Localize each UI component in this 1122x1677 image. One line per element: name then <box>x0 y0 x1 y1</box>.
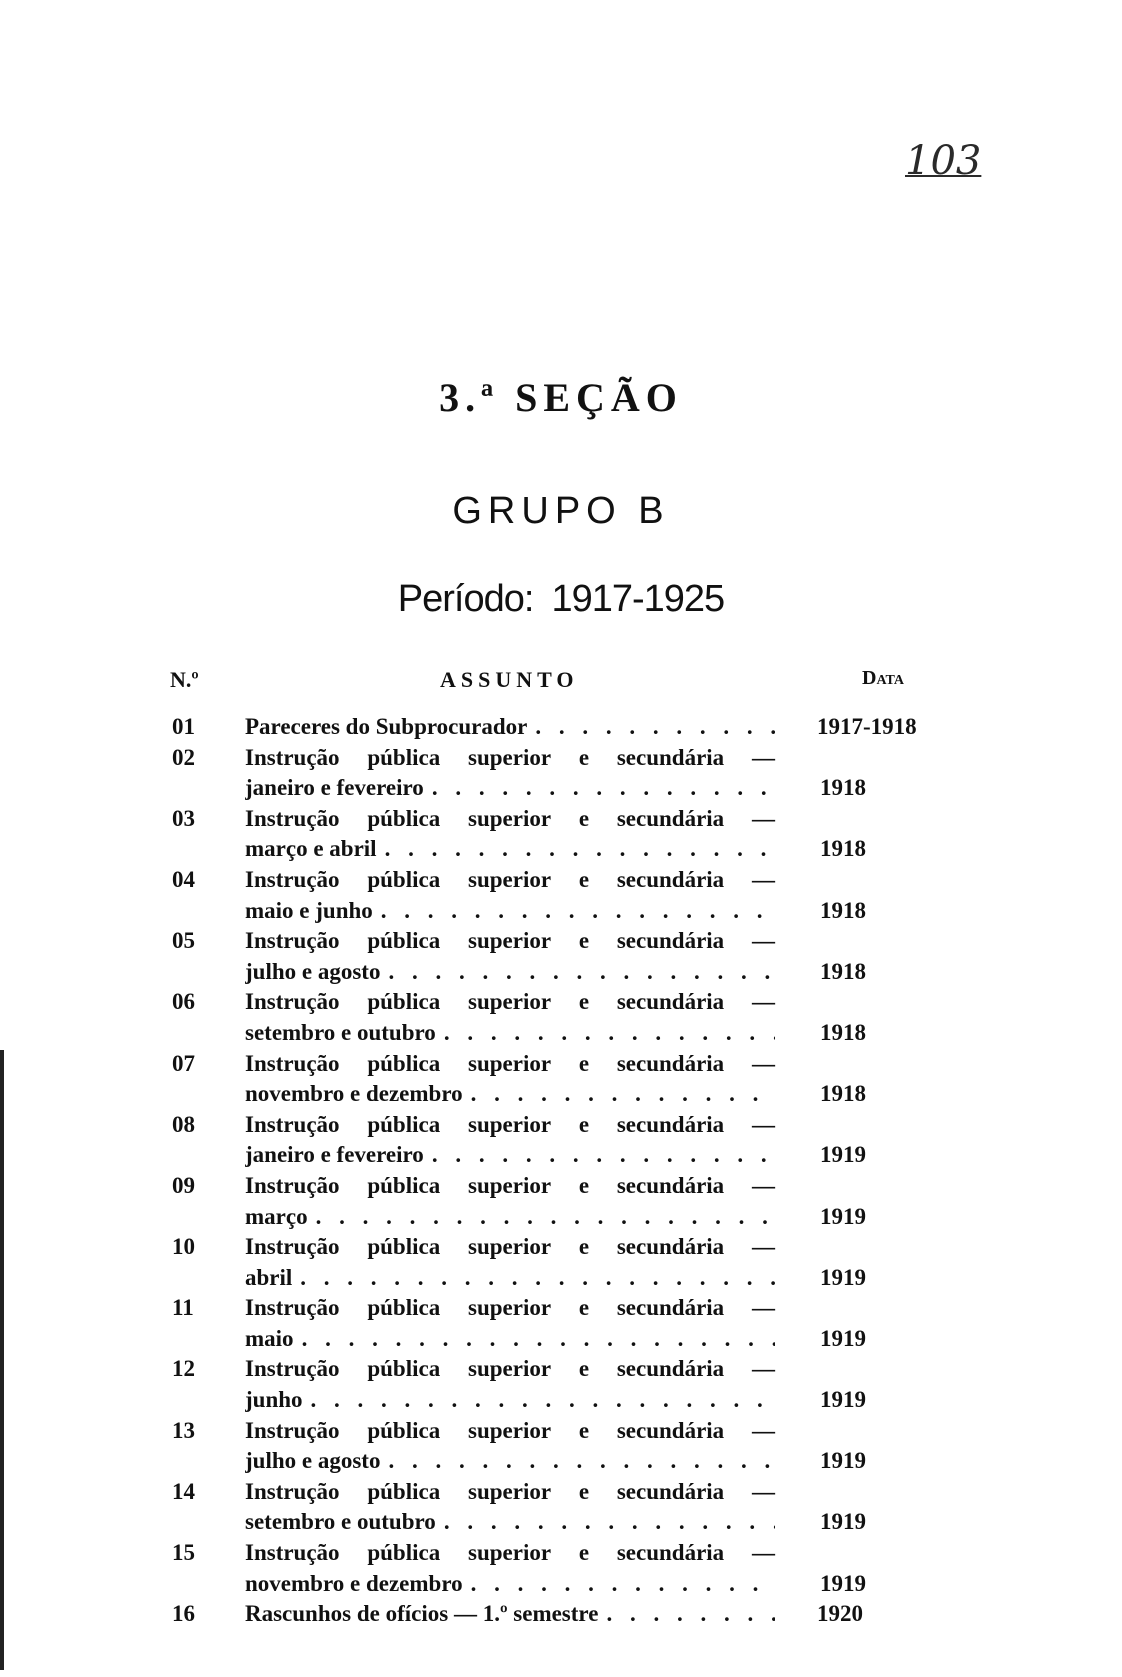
row-subject <box>245 1538 775 1599</box>
row-subject-line2: julho e agosto <box>245 1448 381 1474</box>
row-number: 05 <box>172 928 195 954</box>
row-date: 1919 <box>820 1203 866 1229</box>
row-number: 13 <box>172 1417 195 1443</box>
dot-leaders <box>308 1202 775 1233</box>
table-row <box>0 1293 1122 1354</box>
dot-leaders <box>380 1446 775 1477</box>
row-subject-line1: Instrução pública superior e secundária — <box>245 989 775 1015</box>
row-date: 1918 <box>820 1019 866 1045</box>
table-row <box>0 1416 1122 1477</box>
row-number: 15 <box>172 1540 195 1566</box>
row-date: 1918 <box>820 775 866 801</box>
row-subject-line2: junho <box>245 1387 303 1413</box>
row-subject-line2: janeiro e fevereiro <box>245 1142 424 1168</box>
row-subject-line1: Instrução pública superior e secundária — <box>245 1295 775 1321</box>
row-subject <box>245 1599 775 1630</box>
row-subject-line2: setembro e outubro <box>245 1019 436 1045</box>
row-number: 12 <box>172 1356 195 1382</box>
row-number: 06 <box>172 989 195 1015</box>
row-subject-line1: Instrução pública superior e secundária — <box>245 1172 775 1198</box>
table-row <box>0 1354 1122 1415</box>
row-subject-line1: Instrução pública superior e secundária — <box>245 1417 775 1443</box>
row-subject-text: Rascunhos de ofícios — 1.º semestre <box>245 1601 599 1627</box>
header-subject: ASSUNTO <box>440 667 579 692</box>
dot-leaders <box>294 1324 775 1355</box>
dot-leaders <box>463 1569 775 1600</box>
dot-leaders <box>424 773 775 804</box>
table-row <box>0 1232 1122 1293</box>
dot-leaders <box>527 712 775 743</box>
row-subject-line2: março e abril <box>245 836 377 862</box>
row-subject-line2: abril <box>245 1264 293 1290</box>
row-subject <box>245 1110 775 1171</box>
row-subject-line2: novembro e dezembro <box>245 1570 463 1596</box>
row-date: 1919 <box>820 1570 866 1596</box>
period-value: 1917-1925 <box>551 578 725 620</box>
row-subject-line1: Instrução pública superior e secundária — <box>245 866 775 892</box>
table-row <box>0 712 1122 743</box>
header-number: N.º <box>170 667 199 692</box>
dot-leaders <box>303 1385 775 1416</box>
dot-leaders <box>373 896 775 927</box>
row-subject <box>245 804 775 865</box>
dot-leaders <box>377 834 775 865</box>
row-subject-line1: Instrução pública superior e secundária — <box>245 928 775 954</box>
group-title: GRUPO B <box>452 490 670 532</box>
row-date: 1918 <box>820 1081 866 1107</box>
row-date: 1919 <box>820 1448 866 1474</box>
row-subject <box>245 712 775 743</box>
row-subject <box>245 1416 775 1477</box>
row-date: 1917-1918 <box>817 714 917 739</box>
row-subject <box>245 865 775 926</box>
period-label: Período: <box>397 578 534 620</box>
row-date: 1919 <box>820 1387 866 1413</box>
row-subject <box>245 1049 775 1110</box>
row-number: 04 <box>172 866 195 892</box>
row-subject <box>245 743 775 804</box>
dot-leaders <box>424 1140 775 1171</box>
row-subject-line2: julho e agosto <box>245 958 381 984</box>
table-row <box>0 804 1122 865</box>
row-subject-text: Pareceres do Subprocurador <box>245 714 528 739</box>
row-date: 1920 <box>817 1601 863 1627</box>
table-body <box>0 712 1122 1630</box>
table-row <box>0 1049 1122 1110</box>
table-row <box>0 987 1122 1048</box>
row-date: 1919 <box>820 1325 866 1351</box>
row-subject-line2: janeiro e fevereiro <box>245 775 424 801</box>
row-subject-line2: setembro e outubro <box>245 1509 436 1535</box>
dot-leaders <box>436 1018 775 1049</box>
row-number: 09 <box>172 1172 195 1198</box>
row-subject <box>245 1171 775 1232</box>
table-row <box>0 1110 1122 1171</box>
section-title: 3.ª SEÇÃO <box>439 375 683 420</box>
dot-leaders <box>598 1599 775 1630</box>
table-row <box>0 743 1122 804</box>
dot-leaders <box>436 1507 775 1538</box>
row-date: 1919 <box>820 1142 866 1168</box>
row-number: 02 <box>172 744 195 770</box>
row-date: 1918 <box>820 836 866 862</box>
table-row <box>0 926 1122 987</box>
row-number: 08 <box>172 1111 195 1137</box>
dot-leaders <box>380 957 775 988</box>
row-date: 1918 <box>820 958 866 984</box>
table-row <box>0 1171 1122 1232</box>
row-subject-line1: Instrução pública superior e secundária — <box>245 744 775 770</box>
table-row <box>0 1538 1122 1599</box>
row-subject-line2: novembro e dezembro <box>245 1081 463 1107</box>
row-date: 1919 <box>820 1509 866 1535</box>
row-subject-line1: Instrução pública superior e secundária — <box>245 805 775 831</box>
row-subject-line2: maio <box>245 1325 294 1351</box>
dot-leaders <box>463 1079 775 1110</box>
row-number: 11 <box>172 1295 194 1321</box>
row-date: 1919 <box>820 1264 866 1290</box>
table-row <box>0 1599 1122 1630</box>
row-date: 1918 <box>820 897 866 923</box>
row-number: 01 <box>172 714 195 739</box>
row-number: 10 <box>172 1234 195 1260</box>
row-number: 16 <box>172 1601 195 1627</box>
row-subject-line1: Instrução pública superior e secundária — <box>245 1478 775 1504</box>
handwritten-page-number: 103 <box>905 138 982 184</box>
row-subject <box>245 1354 775 1415</box>
row-subject-line1: Instrução pública superior e secundária — <box>245 1356 775 1382</box>
period-line <box>0 578 1122 621</box>
row-number: 07 <box>172 1050 195 1076</box>
row-subject-line2: março <box>245 1203 308 1229</box>
row-subject-line1: Instrução pública superior e secundária — <box>245 1050 775 1076</box>
row-subject <box>245 987 775 1048</box>
row-subject <box>245 926 775 987</box>
row-subject <box>245 1477 775 1538</box>
dot-leaders <box>292 1263 775 1294</box>
row-subject-line2: maio e junho <box>245 897 373 923</box>
row-number: 14 <box>172 1478 195 1504</box>
row-number: 03 <box>172 805 195 831</box>
row-subject-line1: Instrução pública superior e secundária — <box>245 1540 775 1566</box>
header-date: Data <box>862 667 904 689</box>
row-subject <box>245 1293 775 1354</box>
row-subject <box>245 1232 775 1293</box>
table-row <box>0 865 1122 926</box>
table-header <box>0 667 1122 697</box>
row-subject-line1: Instrução pública superior e secundária — <box>245 1111 775 1137</box>
table-row <box>0 1477 1122 1538</box>
row-subject-line1: Instrução pública superior e secundária — <box>245 1234 775 1260</box>
